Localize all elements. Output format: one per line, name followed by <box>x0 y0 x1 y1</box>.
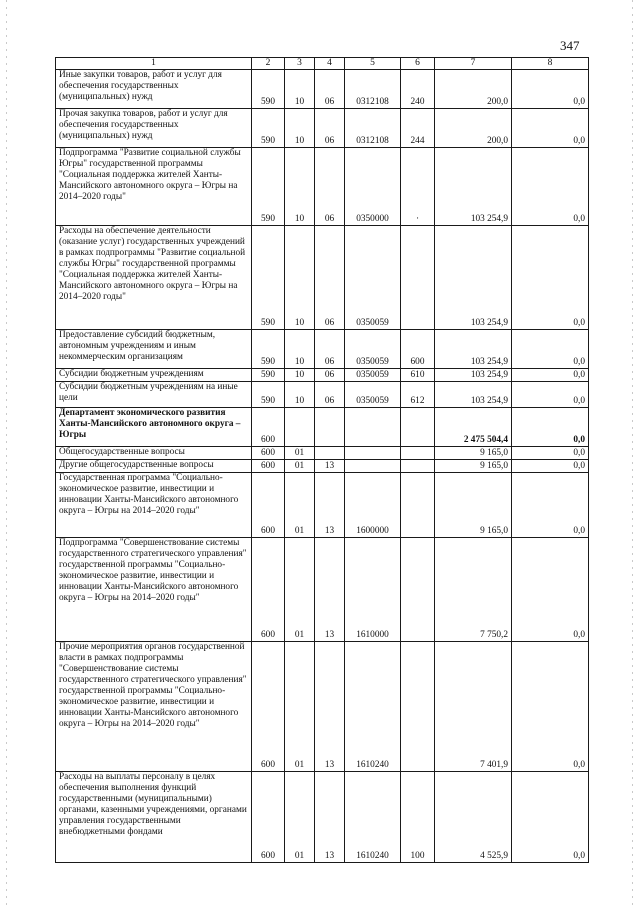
admin-code-cell: 600 <box>252 772 285 863</box>
amount-cell: 103 254,9 <box>435 148 512 226</box>
scan-edge-left <box>6 0 7 905</box>
table-row <box>56 369 589 382</box>
target-article-cell: 1610240 <box>345 642 401 772</box>
table-header-row <box>56 58 589 70</box>
row-name-cell: Прочая закупка товаров, работ и услуг для обеспечения государственных (муниципальных) нужд <box>56 109 252 148</box>
section-cell: 01 <box>285 447 315 460</box>
target-article-cell <box>345 460 401 473</box>
target-article-cell: 0350000 <box>345 148 401 226</box>
subsection-cell: 06 <box>315 369 345 382</box>
expense-type-cell: 240 <box>401 70 435 109</box>
amount-cell: 4 525,9 <box>435 772 512 863</box>
target-article-cell: 0350059 <box>345 382 401 408</box>
amount-cell: 9 165,0 <box>435 473 512 538</box>
subsection-cell: 06 <box>315 70 345 109</box>
scan-edge-right <box>632 0 633 905</box>
amount-cell: 7 401,9 <box>435 642 512 772</box>
table-row <box>56 226 589 330</box>
expense-type-cell <box>401 460 435 473</box>
admin-code-cell: 590 <box>252 226 285 330</box>
row-name-cell: Предоставление субсидий бюджетным, автономным учреждениям и иным некоммерческим организациям <box>56 330 252 369</box>
subsection-cell: 13 <box>315 538 345 642</box>
amount-cell: 200,0 <box>435 109 512 148</box>
table-row <box>56 642 589 772</box>
admin-code-cell: 590 <box>252 330 285 369</box>
row-name-cell: Государственная программа "Социально-экономическое развитие, инвестиции и инновации Ханты-Мансийского автономного округа – Югры на 2014–2020 годы" <box>56 473 252 538</box>
expense-type-cell <box>401 226 435 330</box>
amount-cell: 200,0 <box>435 70 512 109</box>
amount-2-cell: 0,0 <box>512 70 589 109</box>
admin-code-cell: 600 <box>252 642 285 772</box>
row-name-cell: Расходы на обеспечение деятельности (оказание услуг) государственных учреждений в рамках подпрограммы "Развитие социальной службы Югры" государственной программы "Социальная поддержка жителей Ханты-Мансийского автономного округа – Югры на 2014–2020 годы" <box>56 226 252 330</box>
admin-code-cell: 590 <box>252 148 285 226</box>
admin-code-cell: 590 <box>252 369 285 382</box>
section-cell: 10 <box>285 226 315 330</box>
column-header: 8 <box>512 58 589 70</box>
row-name-cell: Субсидии бюджетным учреждениям на иные цели <box>56 382 252 408</box>
amount-2-cell: 0,0 <box>512 447 589 460</box>
amount-cell: 7 750,2 <box>435 538 512 642</box>
expense-type-cell <box>401 447 435 460</box>
amount-2-cell: 0,0 <box>512 109 589 148</box>
amount-2-cell: 0,0 <box>512 538 589 642</box>
row-name-cell: Подпрограмма "Развитие социальной службы Югры" государственной программы "Социальная поддержка жителей Ханты-Мансийского автономного округа – Югры на 2014–2020 годы" <box>56 148 252 226</box>
amount-cell: 103 254,9 <box>435 330 512 369</box>
target-article-cell: 1600000 <box>345 473 401 538</box>
section-cell: 01 <box>285 642 315 772</box>
target-article-cell: 0312108 <box>345 70 401 109</box>
section-cell: 10 <box>285 109 315 148</box>
subsection-cell: 13 <box>315 460 345 473</box>
expense-type-cell <box>401 538 435 642</box>
table-row <box>56 148 589 226</box>
table-row <box>56 460 589 473</box>
row-name-cell: Другие общегосударственные вопросы <box>56 460 252 473</box>
column-header: 5 <box>345 58 401 70</box>
row-name-cell: Прочие мероприятия органов государственной власти в рамках подпрограммы "Совершенствование системы государственного стратегического управления" государственной программы "Социально-экономическое развитие, инвестиции и инновации Ханты-Мансийского автономного округа – Югры на 2014–2020 годы" <box>56 642 252 772</box>
subsection-cell: 06 <box>315 330 345 369</box>
table-row <box>56 408 589 447</box>
target-article-cell <box>345 447 401 460</box>
amount-2-cell: 0,0 <box>512 226 589 330</box>
amount-2-cell: 0,0 <box>512 148 589 226</box>
expense-type-cell <box>401 642 435 772</box>
section-cell: 01 <box>285 460 315 473</box>
subsection-cell: 13 <box>315 772 345 863</box>
section-cell: 10 <box>285 148 315 226</box>
target-article-cell: 0350059 <box>345 369 401 382</box>
table-body <box>56 70 589 863</box>
expense-type-cell: 244 <box>401 109 435 148</box>
admin-code-cell: 600 <box>252 460 285 473</box>
amount-cell: 9 165,0 <box>435 447 512 460</box>
subsection-cell <box>315 408 345 447</box>
table-row <box>56 70 589 109</box>
target-article-cell <box>345 408 401 447</box>
subsection-cell: 06 <box>315 109 345 148</box>
admin-code-cell: 600 <box>252 408 285 447</box>
section-cell: 01 <box>285 538 315 642</box>
admin-code-cell: 590 <box>252 109 285 148</box>
section-cell: 10 <box>285 369 315 382</box>
table-row <box>56 330 589 369</box>
amount-2-cell: 0,0 <box>512 408 589 447</box>
column-header: 2 <box>252 58 285 70</box>
expense-type-cell <box>401 473 435 538</box>
admin-code-cell: 600 <box>252 447 285 460</box>
section-cell: 10 <box>285 330 315 369</box>
table-row <box>56 382 589 408</box>
section-cell <box>285 408 315 447</box>
expense-type-cell: 600 <box>401 330 435 369</box>
expense-type-cell: 100 <box>401 772 435 863</box>
budget-table <box>55 57 589 863</box>
row-name-cell: Общегосударственные вопросы <box>56 447 252 460</box>
expense-type-cell: 612 <box>401 382 435 408</box>
page-number: 347 <box>560 38 580 53</box>
target-article-cell: 1610000 <box>345 538 401 642</box>
column-header: 3 <box>285 58 315 70</box>
admin-code-cell: 600 <box>252 538 285 642</box>
column-header: 6 <box>401 58 435 70</box>
table-row <box>56 538 589 642</box>
admin-code-cell: 600 <box>252 473 285 538</box>
row-name-cell: Подпрограмма "Совершенствование системы государственного стратегического управления" государственной программы "Социально-экономическое развитие, инвестиции и инновации Ханты-Мансийского автономного округа – Югры на 2014–2020 годы" <box>56 538 252 642</box>
table-row <box>56 473 589 538</box>
row-name-cell: Расходы на выплаты персоналу в целях обеспечения выполнения функций государственными (муниципальными) органами, казенными учреждениями, органами управления государственными внебюджетными фондами <box>56 772 252 863</box>
amount-cell: 103 254,9 <box>435 226 512 330</box>
amount-2-cell: 0,0 <box>512 460 589 473</box>
table-row <box>56 109 589 148</box>
subsection-cell: 06 <box>315 226 345 330</box>
subsection-cell: 06 <box>315 148 345 226</box>
admin-code-cell: 590 <box>252 70 285 109</box>
column-header: 4 <box>315 58 345 70</box>
subsection-cell: 13 <box>315 642 345 772</box>
row-name-cell: Департамент экономического развития Ханты-Мансийского автономного округа – Югры <box>56 408 252 447</box>
target-article-cell: 0350059 <box>345 330 401 369</box>
amount-2-cell: 0,0 <box>512 473 589 538</box>
subsection-cell: 06 <box>315 382 345 408</box>
subsection-cell <box>315 447 345 460</box>
admin-code-cell: 590 <box>252 382 285 408</box>
amount-2-cell: 0,0 <box>512 330 589 369</box>
section-cell: 10 <box>285 382 315 408</box>
amount-2-cell: 0,0 <box>512 642 589 772</box>
section-cell: 01 <box>285 772 315 863</box>
subsection-cell: 13 <box>315 473 345 538</box>
section-cell: 01 <box>285 473 315 538</box>
table-row <box>56 447 589 460</box>
target-article-cell: 0312108 <box>345 109 401 148</box>
expense-type-cell: 610 <box>401 369 435 382</box>
row-name-cell: Субсидии бюджетным учреждениям <box>56 369 252 382</box>
amount-cell: 103 254,9 <box>435 382 512 408</box>
column-header: 7 <box>435 58 512 70</box>
expense-type-cell: · <box>401 148 435 226</box>
amount-cell: 103 254,9 <box>435 369 512 382</box>
amount-2-cell: 0,0 <box>512 369 589 382</box>
amount-cell: 2 475 504,4 <box>435 408 512 447</box>
expense-type-cell <box>401 408 435 447</box>
table-row <box>56 772 589 863</box>
section-cell: 10 <box>285 70 315 109</box>
amount-2-cell: 0,0 <box>512 772 589 863</box>
amount-2-cell: 0,0 <box>512 382 589 408</box>
column-header: 1 <box>56 58 252 70</box>
target-article-cell: 0350059 <box>345 226 401 330</box>
target-article-cell: 1610240 <box>345 772 401 863</box>
amount-cell: 9 165,0 <box>435 460 512 473</box>
row-name-cell: Иные закупки товаров, работ и услуг для обеспечения государственных (муниципальных) нужд <box>56 70 252 109</box>
